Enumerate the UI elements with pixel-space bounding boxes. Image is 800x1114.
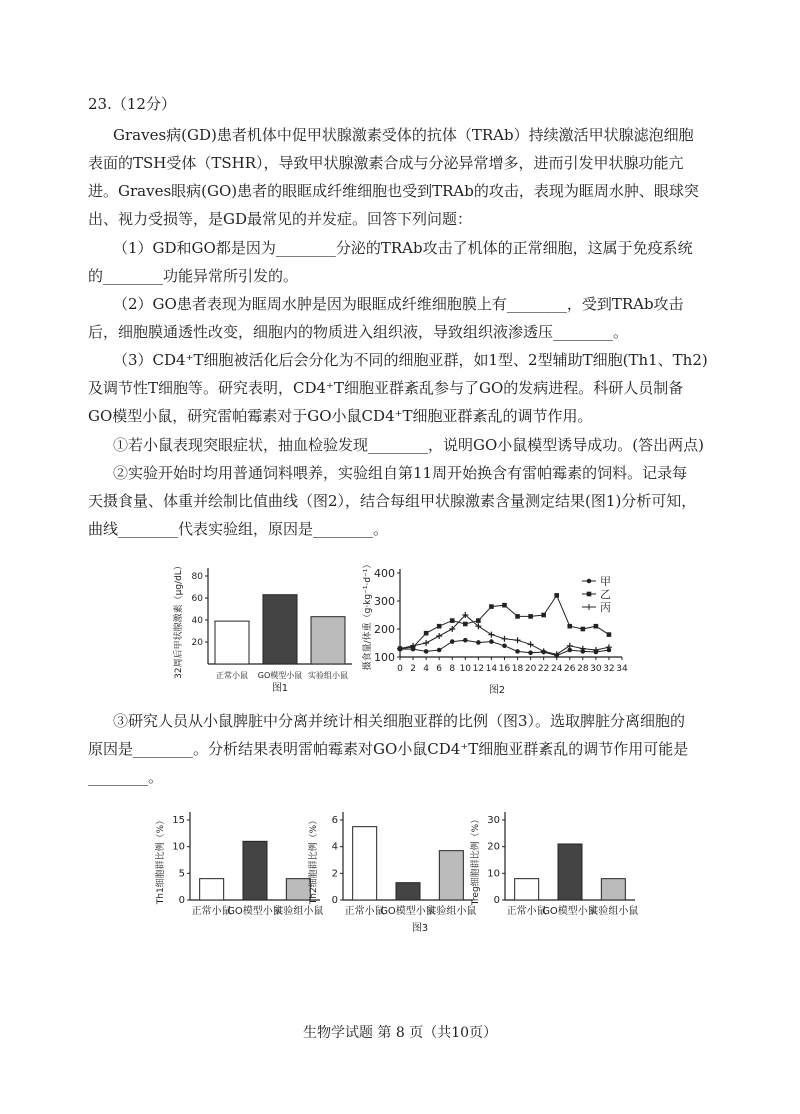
data-point: [489, 639, 494, 644]
data-point: [489, 604, 494, 609]
x-tick-label: 8: [449, 664, 456, 674]
text-line: （2）GO患者表现为眶周水肿是因为眼眶成纤维细胞膜上有________，受到TRAb攻击: [113, 295, 684, 313]
data-point: [581, 627, 586, 632]
y-tick-label: 20: [487, 841, 500, 853]
data-point: [528, 641, 534, 647]
x-category-label: 正常小鼠: [506, 906, 547, 917]
data-point: [476, 618, 481, 623]
x-category-label: GO模型小鼠: [380, 906, 436, 917]
x-tick-label: 0: [397, 664, 403, 674]
data-point: [463, 622, 468, 627]
data-point: [437, 624, 442, 629]
y-tick-label: 60: [191, 594, 203, 604]
x-category-label: GO模型小鼠: [542, 906, 598, 917]
bar: [558, 844, 582, 900]
x-tick-label: 26: [564, 664, 576, 674]
x-category-label: 正常小鼠: [191, 906, 232, 917]
data-point: [515, 649, 520, 654]
text-line: 后，细胞膜通透性改变，细胞内的物质进入组织液，导致组织液渗透压________。: [88, 323, 629, 341]
x-tick-label: 28: [577, 664, 589, 674]
data-point: [528, 651, 533, 656]
text-line: 的________功能异常所引发的。: [88, 267, 299, 285]
y-tick-label: 15: [172, 815, 185, 826]
data-point: [450, 618, 455, 623]
legend-marker: [587, 579, 592, 584]
data-point: [541, 613, 546, 618]
y-tick-label: 10: [172, 841, 185, 853]
text-line: 进。Graves眼病(GO)患者的眼眶成纤维细胞也受到TRAb的攻击，表现为眶周水肿、眼球突: [88, 182, 699, 200]
figure-caption: 图2: [488, 685, 506, 696]
data-point: [501, 636, 507, 642]
legend-label: 甲: [600, 575, 611, 588]
bar: [243, 841, 267, 900]
bar: [396, 883, 420, 900]
bar: [263, 595, 297, 664]
text-line: ________。: [88, 768, 164, 786]
x-tick-label: 24: [550, 664, 563, 674]
bar: [515, 879, 539, 900]
bar: [286, 879, 310, 900]
legend-label: 丙: [600, 601, 611, 614]
x-category-label: 正常小鼠: [344, 906, 385, 917]
y-tick-label: 10: [487, 868, 500, 880]
x-tick-label: 16: [498, 664, 511, 674]
y-tick-label: 30: [487, 815, 500, 826]
bar: [353, 827, 377, 900]
text-line: 表面的TSH受体（TSHR），导致甲状腺激素合成与分泌异常增多，进而引发甲状腺功能亢: [88, 154, 684, 172]
x-category-label: 实验组小鼠: [426, 906, 477, 917]
y-axis-label: Th2细胞群比例（%）: [309, 815, 319, 905]
x-category-label: 实验组小鼠: [273, 906, 324, 917]
x-category-label: 实验组小鼠: [308, 671, 348, 680]
data-point: [424, 631, 429, 636]
y-tick-label: 100: [374, 651, 395, 664]
x-tick-label: 30: [590, 664, 602, 674]
question-header: 23.（12分）: [88, 95, 176, 113]
data-point: [488, 632, 494, 638]
data-point: [502, 603, 507, 608]
x-tick-label: 32: [603, 664, 615, 674]
bar: [311, 617, 345, 664]
x-tick-label: 4: [423, 664, 429, 674]
text-line: Graves病(GD)患者机体中促甲状腺激素受体的抗体（TRAb）持续激活甲状腺滤泡细胞: [113, 126, 694, 144]
y-axis-label: Treg细胞群比例（%）: [471, 814, 481, 906]
legend-label: 乙: [600, 588, 611, 601]
y-axis-label: Th1细胞群比例（%）: [156, 815, 166, 905]
data-point: [502, 644, 507, 649]
text-line: 天摄食量、体重并绘制比值曲线（图2），结合每组甲状腺激素含量测定结果(图1)分析可知，: [88, 492, 697, 510]
x-tick-label: 18: [511, 664, 524, 674]
figure-caption: 图3: [411, 923, 429, 934]
x-tick-label: 14: [485, 664, 498, 674]
data-point: [567, 624, 572, 629]
data-point: [476, 640, 481, 645]
figure-caption: 图1: [271, 683, 289, 694]
y-tick-label: 80: [191, 572, 203, 582]
x-category-label: 实验组小鼠: [588, 906, 639, 917]
data-point: [515, 637, 521, 643]
data-point: [541, 648, 547, 654]
text-line: ①若小鼠表现突眼症状，抽血检验发现________，说明GO小鼠模型诱导成功。(答出两点): [113, 436, 704, 454]
text-line: （1）GD和GO都是因为________分泌的TRAb攻击了机体的正常细胞，这属于免疫系统: [113, 239, 693, 257]
bar: [200, 879, 224, 900]
x-tick-label: 2: [410, 664, 416, 674]
legend-marker: [587, 592, 592, 597]
y-tick-label: 300: [374, 595, 395, 608]
x-tick-label: 20: [524, 664, 537, 674]
y-tick-label: 200: [374, 623, 395, 636]
y-tick-label: 20: [191, 638, 203, 648]
x-tick-label: 6: [436, 664, 443, 674]
bar: [601, 879, 625, 900]
text-line: ②实验开始时均用普通饲料喂养，实验组自第11周开始换含有雷帕霉素的饲料。记录每: [113, 464, 688, 482]
y-tick-label: 0: [493, 895, 500, 906]
data-point: [607, 632, 612, 637]
y-tick-label: 400: [374, 567, 395, 580]
x-tick-label: 22: [537, 664, 550, 674]
bar: [215, 621, 249, 664]
x-category-label: GO模型小鼠: [227, 906, 283, 917]
data-point: [450, 639, 455, 644]
y-tick-label: 5: [178, 868, 185, 880]
y-tick-label: 6: [331, 815, 338, 826]
y-axis-label: 32周后甲状腺激素（μg/dL）: [174, 561, 184, 679]
data-point: [594, 624, 599, 629]
y-axis-label: 摄食量/体重（g·kg⁻¹·d⁻¹）: [363, 559, 373, 671]
text-line: （3）CD4⁺T细胞被活化后会分化为不同的细胞亚群，如1型、2型辅助T细胞(Th1、Th2): [113, 351, 708, 369]
text-line: GO模型小鼠，研究雷帕霉素对于GO小鼠CD4⁺T细胞亚群紊乱的调节作用。: [88, 407, 593, 425]
bar: [439, 851, 463, 900]
data-point: [554, 593, 559, 598]
data-point: [528, 614, 533, 619]
data-point: [567, 643, 573, 649]
page-footer: 生物学试题 第 8 页（共10页）: [302, 1025, 498, 1041]
text-line: 出、视力受损等，是GD最常见的并发症。回答下列问题：: [88, 210, 473, 228]
y-tick-label: 0: [178, 895, 185, 906]
x-tick-label: 34: [616, 664, 628, 674]
y-tick-label: 0: [331, 895, 338, 906]
text-line: ③研究人员从小鼠脾脏中分离并统计相关细胞亚群的比例（图3）。选取脾脏分离细胞的: [113, 712, 686, 730]
series-line: [400, 615, 609, 654]
data-point: [515, 614, 520, 619]
data-point: [437, 648, 442, 653]
x-category-label: GO模型小鼠: [257, 671, 303, 680]
legend-marker: [586, 604, 592, 610]
y-tick-label: 4: [331, 841, 338, 853]
x-tick-label: 12: [472, 664, 485, 674]
text-line: 及调节性T细胞等。研究表明，CD4⁺T细胞亚群紊乱参与了GO的发病进程。科研人员制备: [88, 379, 684, 397]
data-point: [423, 640, 429, 646]
text-line: 原因是________。分析结果表明雷帕霉素对GO小鼠CD4⁺T细胞亚群紊乱的调节作用可能是: [88, 740, 689, 758]
x-tick-label: 10: [459, 664, 472, 674]
data-point: [463, 638, 468, 643]
y-tick-label: 2: [331, 868, 338, 880]
data-point: [436, 633, 442, 639]
y-tick-label: 40: [191, 616, 203, 626]
text-line: 曲线________代表实验组，原因是________。: [88, 520, 389, 538]
data-point: [424, 649, 429, 654]
x-category-label: 正常小鼠: [216, 671, 248, 680]
